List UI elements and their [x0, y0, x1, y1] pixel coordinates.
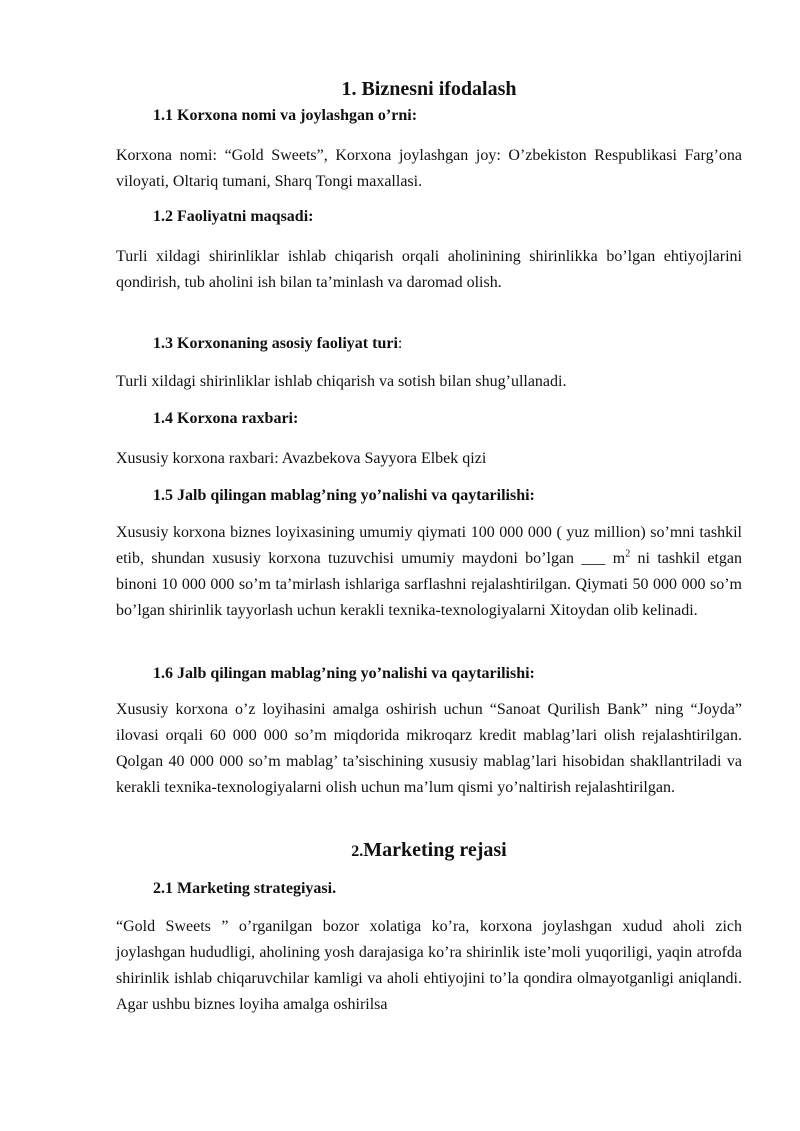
- section-1-title: [116, 77, 742, 101]
- paragraph-1-4: Xususiy korxona raxbari: Avazbekova Sayyora Elbek qizi: [116, 450, 487, 467]
- heading-1-2: 1.2 Faoliyatni maqsadi:: [153, 208, 314, 225]
- superscript-2: 2: [625, 548, 631, 560]
- paragraph-1-5: [116, 520, 742, 624]
- heading-1-3: [116, 334, 779, 354]
- section-2-title-text: Marketing rejasi: [363, 839, 507, 861]
- heading-1-5: 1.5 Jalb qilingan mablag’ning yo’nalishi va qaytarilishi:: [153, 487, 535, 504]
- heading-1-3-text: 1.3 Korxonaning asosiy faoliyat turi: [153, 335, 398, 352]
- paragraph-1-2: Turli xildagi shirinliklar ishlab chiqarish orqali aholinining shirinlikka bo’lgan ehtiyojlarini qondirish, tub aholini ish bilan ta’minlash va daromad olish.: [116, 248, 742, 291]
- heading-1-1: 1.1 Korxona nomi va joylashgan o’rni:: [153, 107, 418, 124]
- section-2-title: [116, 838, 742, 864]
- heading-1-6: 1.6 Jalb qilingan mablag’ning yo’nalishi va qaytarilishi:: [153, 665, 535, 682]
- paragraph-2-1: “Gold Sweets ” o’rganilgan bozor xolatiga ko’ra, korxona joylashgan xudud aholi zich joylashgan hududligi, aholining yosh darajasiga ko’ra shirinlik iste’moli yuqoriligi, yaqin atrofda shirinlik ishlab chiqaruvchilar kamligi va aholi ehtiyojini to’la qondira olmayotganligi aniqlandi. Agar ushbu biznes loyiha amalga oshirilsa: [116, 918, 742, 1013]
- paragraph-1-1: Korxona nomi: “Gold Sweets”, Korxona joylashgan joy: O’zbekiston Respublikasi Farg’ona viloyati, Oltariq tumani, Sharq Tongi maxallasi.: [116, 147, 742, 190]
- paragraph-1-6: Xususiy korxona o’z loyihasini amalga oshirish uchun “Sanoat Qurilish Bank” ning “Joyda” ilovasi orqali 60 000 000 so’m miqdorida mikroqarz kredit mablag’lari olish rejalashtirilgan. Qolgan 40 000 000 so’m mablag’ ta’sischining xususiy mablag’lari hisobidan shakllantriladi va kerakli texnika-texnologiyalarni olish uchun ma’lum qismi yo’naltirish rejalashtirilgan.: [116, 701, 742, 796]
- paragraph-1-3: Turli xildagi shirinliklar ishlab chiqarish va sotish bilan shug’ullanadi.: [116, 373, 567, 390]
- section-1-title-text: Biznesni ifodalash: [361, 78, 517, 100]
- section-2-number: 2.: [351, 843, 364, 860]
- paragraph-1-5-part-b: ni tashkil etgan binoni 10 000 000 so’m ta’mirlash ishlariga sarflashni rejalashtirilgan. Qiymati 50 000 000 so’m bo’lgan shirinlik tayyorlash uchun kerakli texnika-texnologiyalarni Xitoydan olib kelinadi.: [116, 550, 743, 619]
- section-1-number: 1.: [341, 78, 357, 100]
- paragraph-1-5-part-a: Xususiy korxona biznes loyixasining umumiy qiymati 100 000 000 ( yuz million) so’mni tashkil etib, shundan xususiy korxona tuzuvchisi umumiy maydoni bo’lgan ___ m: [116, 524, 742, 567]
- heading-1-3-colon: :: [397, 335, 403, 352]
- heading-1-4: 1.4 Korxona raxbari:: [153, 410, 299, 427]
- heading-2-1: 2.1 Marketing strategiyasi.: [153, 880, 337, 897]
